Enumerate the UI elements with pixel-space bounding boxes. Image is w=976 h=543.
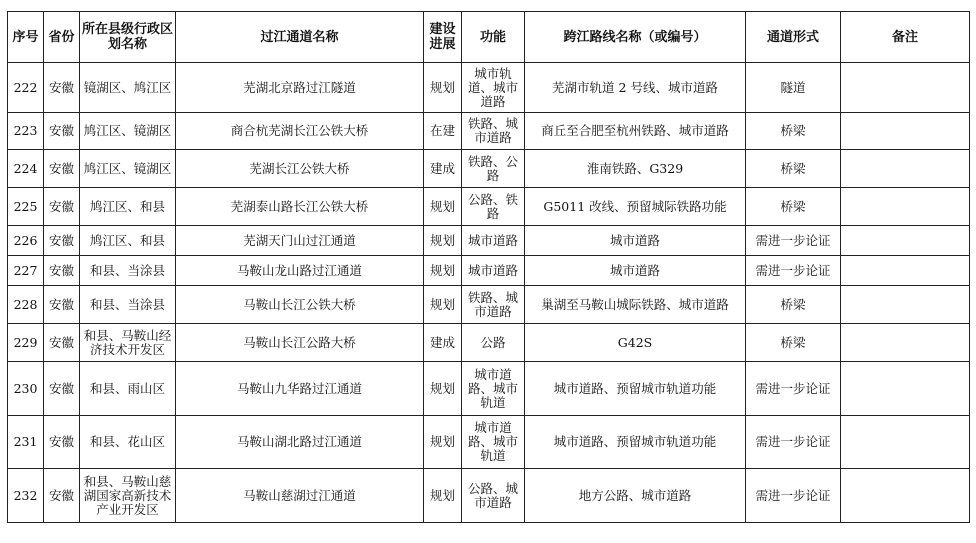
cell-no: 231 bbox=[8, 416, 44, 469]
cell-district: 和县、当涂县 bbox=[80, 256, 176, 286]
cell-function: 铁路、城市道路 bbox=[462, 286, 525, 324]
cell-route: 商丘至合肥至杭州铁路、城市道路 bbox=[525, 113, 746, 150]
cell-route: G42S bbox=[525, 324, 746, 362]
cell-no: 227 bbox=[8, 256, 44, 286]
cell-name: 芜湖泰山路长江公铁大桥 bbox=[176, 188, 424, 226]
cell-no: 226 bbox=[8, 226, 44, 256]
cell-progress: 规划 bbox=[424, 416, 462, 469]
header-name: 过江通道名称 bbox=[176, 12, 424, 63]
cell-province: 安徽 bbox=[44, 256, 80, 286]
header-note: 备注 bbox=[841, 12, 970, 63]
cell-route: G5011 改线、预留城际铁路功能 bbox=[525, 188, 746, 226]
cell-name: 马鞍山长江公路大桥 bbox=[176, 324, 424, 362]
header-province: 省份 bbox=[44, 12, 80, 63]
cell-note bbox=[841, 286, 970, 324]
cell-name: 马鞍山长江公铁大桥 bbox=[176, 286, 424, 324]
cell-progress: 规划 bbox=[424, 362, 462, 416]
cell-function: 铁路、公路 bbox=[462, 150, 525, 188]
cell-form: 桥梁 bbox=[746, 286, 841, 324]
cell-note bbox=[841, 226, 970, 256]
cell-note bbox=[841, 113, 970, 150]
cell-name: 马鞍山龙山路过江通道 bbox=[176, 256, 424, 286]
cell-name: 马鞍山九华路过江通道 bbox=[176, 362, 424, 416]
header-function: 功能 bbox=[462, 12, 525, 63]
cell-progress: 规划 bbox=[424, 469, 462, 523]
cell-form: 桥梁 bbox=[746, 150, 841, 188]
cell-progress: 规划 bbox=[424, 63, 462, 113]
cell-form: 需进一步论证 bbox=[746, 416, 841, 469]
cell-district: 和县、马鞍山经济技术开发区 bbox=[80, 324, 176, 362]
cell-progress: 在建 bbox=[424, 113, 462, 150]
cell-name: 芜湖北京路过江隧道 bbox=[176, 63, 424, 113]
cell-note bbox=[841, 63, 970, 113]
cell-no: 224 bbox=[8, 150, 44, 188]
cell-form: 桥梁 bbox=[746, 324, 841, 362]
cell-function: 公路、城市道路 bbox=[462, 469, 525, 523]
table-row bbox=[8, 63, 970, 113]
cell-no: 232 bbox=[8, 469, 44, 523]
table-row bbox=[8, 416, 970, 469]
cell-province: 安徽 bbox=[44, 362, 80, 416]
cell-district: 和县、马鞍山慈湖国家高新技术产业开发区 bbox=[80, 469, 176, 523]
cell-district: 鸠江区、和县 bbox=[80, 226, 176, 256]
header-row bbox=[8, 12, 970, 63]
cell-note bbox=[841, 362, 970, 416]
cell-name: 马鞍山慈湖过江通道 bbox=[176, 469, 424, 523]
cell-form: 需进一步论证 bbox=[746, 469, 841, 523]
cell-name: 马鞍山湖北路过江通道 bbox=[176, 416, 424, 469]
cell-province: 安徽 bbox=[44, 469, 80, 523]
header-district: 所在县级行政区划名称 bbox=[80, 12, 176, 63]
cell-province: 安徽 bbox=[44, 286, 80, 324]
cell-route: 地方公路、城市道路 bbox=[525, 469, 746, 523]
cell-progress: 建成 bbox=[424, 150, 462, 188]
cell-progress: 规划 bbox=[424, 286, 462, 324]
cell-district: 鸠江区、和县 bbox=[80, 188, 176, 226]
cell-function: 城市道路、城市轨道 bbox=[462, 362, 525, 416]
cell-form: 桥梁 bbox=[746, 188, 841, 226]
cell-no: 222 bbox=[8, 63, 44, 113]
cell-function: 公路、铁路 bbox=[462, 188, 525, 226]
table-row bbox=[8, 469, 970, 523]
cell-no: 225 bbox=[8, 188, 44, 226]
header-progress: 建设进展 bbox=[424, 12, 462, 63]
cell-route: 淮南铁路、G329 bbox=[525, 150, 746, 188]
cell-form: 桥梁 bbox=[746, 113, 841, 150]
table-row bbox=[8, 324, 970, 362]
cell-province: 安徽 bbox=[44, 150, 80, 188]
cell-progress: 规划 bbox=[424, 256, 462, 286]
cell-district: 和县、当涂县 bbox=[80, 286, 176, 324]
cell-name: 芜湖长江公铁大桥 bbox=[176, 150, 424, 188]
cell-route: 城市道路 bbox=[525, 256, 746, 286]
cell-district: 镜湖区、鸠江区 bbox=[80, 63, 176, 113]
cell-province: 安徽 bbox=[44, 324, 80, 362]
header-route: 跨江路线名称（或编号） bbox=[525, 12, 746, 63]
cell-province: 安徽 bbox=[44, 63, 80, 113]
cell-function: 城市道路 bbox=[462, 226, 525, 256]
cell-route: 城市道路、预留城市轨道功能 bbox=[525, 362, 746, 416]
cell-route: 巢湖至马鞍山城际铁路、城市道路 bbox=[525, 286, 746, 324]
cell-note bbox=[841, 469, 970, 523]
cell-route: 芜湖市轨道 2 号线、城市道路 bbox=[525, 63, 746, 113]
cell-function: 城市道路 bbox=[462, 256, 525, 286]
cell-name: 商合杭芜湖长江公铁大桥 bbox=[176, 113, 424, 150]
cell-no: 230 bbox=[8, 362, 44, 416]
cell-form: 需进一步论证 bbox=[746, 226, 841, 256]
cell-district: 鸠江区、镜湖区 bbox=[80, 150, 176, 188]
cell-district: 和县、花山区 bbox=[80, 416, 176, 469]
cell-progress: 建成 bbox=[424, 324, 462, 362]
cell-note bbox=[841, 416, 970, 469]
cell-function: 公路 bbox=[462, 324, 525, 362]
table-row bbox=[8, 150, 970, 188]
header-no: 序号 bbox=[8, 12, 44, 63]
cell-function: 城市道路、城市轨道 bbox=[462, 416, 525, 469]
cell-province: 安徽 bbox=[44, 226, 80, 256]
cell-province: 安徽 bbox=[44, 416, 80, 469]
cell-route: 城市道路 bbox=[525, 226, 746, 256]
cell-district: 和县、雨山区 bbox=[80, 362, 176, 416]
cell-function: 城市轨道、城市道路 bbox=[462, 63, 525, 113]
cell-note bbox=[841, 188, 970, 226]
table-row bbox=[8, 188, 970, 226]
cell-name: 芜湖天门山过江通道 bbox=[176, 226, 424, 256]
cell-route: 城市道路、预留城市轨道功能 bbox=[525, 416, 746, 469]
crossing-table bbox=[7, 11, 970, 523]
cell-province: 安徽 bbox=[44, 188, 80, 226]
cell-form: 隧道 bbox=[746, 63, 841, 113]
header-form: 通道形式 bbox=[746, 12, 841, 63]
cell-province: 安徽 bbox=[44, 113, 80, 150]
table-row bbox=[8, 226, 970, 256]
cell-no: 223 bbox=[8, 113, 44, 150]
cell-function: 铁路、城市道路 bbox=[462, 113, 525, 150]
cell-district: 鸠江区、镜湖区 bbox=[80, 113, 176, 150]
table-row bbox=[8, 362, 970, 416]
cell-note bbox=[841, 256, 970, 286]
cell-note bbox=[841, 150, 970, 188]
cell-form: 需进一步论证 bbox=[746, 256, 841, 286]
cell-progress: 规划 bbox=[424, 188, 462, 226]
table-row bbox=[8, 286, 970, 324]
cell-note bbox=[841, 324, 970, 362]
cell-form: 需进一步论证 bbox=[746, 362, 841, 416]
cell-no: 228 bbox=[8, 286, 44, 324]
cell-progress: 规划 bbox=[424, 226, 462, 256]
cell-no: 229 bbox=[8, 324, 44, 362]
table-row bbox=[8, 256, 970, 286]
table-row bbox=[8, 113, 970, 150]
